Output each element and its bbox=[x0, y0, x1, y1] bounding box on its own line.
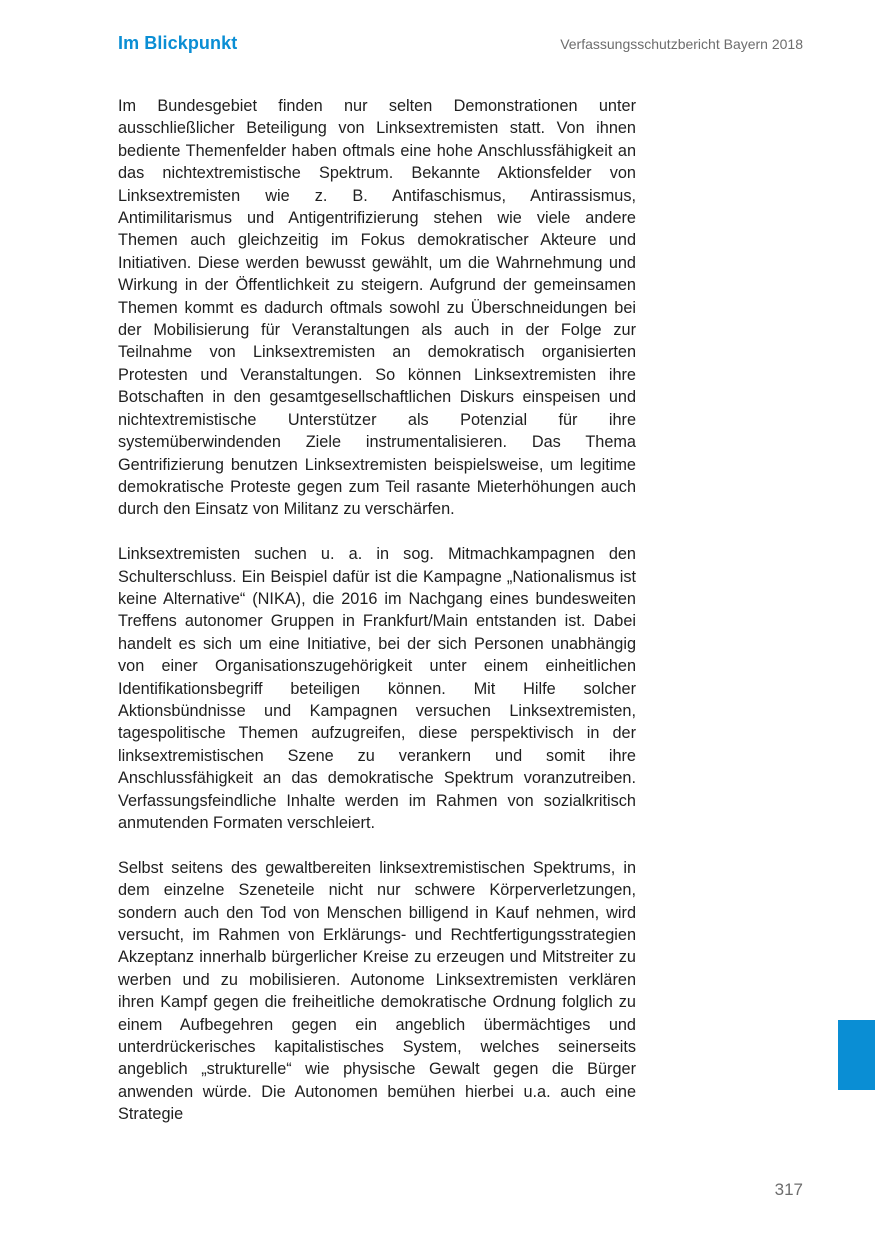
chapter-marker-tab bbox=[838, 1020, 875, 1090]
paragraph-3: Selbst seitens des gewaltbereiten linksextremistischen Spektrums, in dem einzelne Szeneteile nicht nur schwere Körperverletzungen, sondern auch den Tod von Menschen billigend in Kauf nehmen, wird versucht, im Rahmen von Erklärungs- und Rechtfertigungsstrategien Akzeptanz innerhalb bürgerlicher Kreise zu erzeugen und Mitstreiter zu werben und zu mobilisieren. Autonome Linksextremisten verklären ihren Kampf gegen die freiheitliche demokratische Ordnung folglich zu einem Aufbegehren gegen ein angeblich übermächtiges und unterdrückerisches kapitalistisches System, welches seinerseits angeblich „strukturelle“ wie physische Gewalt gegen die Bürger anwenden würde. Die Autonomen bemühen hierbei u.a. auch eine Strategie bbox=[118, 858, 636, 1124]
body-text bbox=[118, 95, 636, 1126]
page-number: 317 bbox=[774, 1180, 803, 1199]
paragraph-2: Linksextremisten suchen u. a. in sog. Mitmachkampagnen den Schulterschluss. Ein Beispiel dafür ist die Kampagne „Nationalismus ist keine Alternative“ (NIKA), die 2016 im Nachgang eines bundesweiten Treffens autonomer Gruppen in Frankfurt/Main entstanden ist. Dabei handelt es sich um eine Initiative, bei der sich Personen unabhängig von einer Organisationszugehörigkeit unter einem einheitlichen Identifikationsbegriff beteiligen können. Mit Hilfe solcher Aktionsbündnisse und Kampagnen versuchen Linksextremisten, tagespolitische Themen aufzugreifen, diese perspektivisch in der linksextremistischen Szene zu verankern und somit ihre Anschlussfähigkeit an das demokratische Spektrum voranzutreiben. Verfassungsfeindliche Inhalte werden im Rahmen von sozialkritisch anmutenden Formaten verschleiert. bbox=[118, 545, 636, 832]
publication-title: Verfassungsschutzbericht Bayern 2018 bbox=[560, 36, 803, 52]
section-title: Im Blickpunkt bbox=[118, 33, 238, 53]
paragraph-1: Im Bundesgebiet finden nur selten Demonstrationen unter ausschließlicher Beteiligung von Linksextremisten statt. Von ihnen bediente Themenfelder haben oftmals eine hohe Anschlussfähigkeit an das nichtextremistische Spektrum. Bekannte Aktionsfelder von Linksextremisten wie z. B. Antifaschismus, Antirassismus, Antimilitarismus und Antigentrifizierung stehen wie viele andere Themen auch gleichzeitig im Fokus demokratischer Akteure und Initiativen. Diese werden bewusst gewählt, um die Wahrnehmung und Wirkung in der Öffentlichkeit zu steigern. Aufgrund der gemeinsamen Themen kommt es dadurch oftmals sowohl zu Überschneidungen bei der Mobilisierung für Veranstaltungen als auch in der Folge zur Teilnahme von Linksextremisten an demokratisch organisierten Protesten und Veranstaltungen. So können Linksextremisten ihre Botschaften in den gesamtgesellschaftlichen Diskurs einspeisen und nichtextremistische Unterstützer als Potenzial für ihre systemüberwindenden Ziele instrumentalisieren. Das Thema Gentrifizierung benutzen Linksextremisten beispielsweise, um legitime demokratische Proteste gegen zum Teil rasante Mieterhöhungen auch durch den Einsatz von Militanz zu verschärfen. bbox=[118, 97, 636, 519]
